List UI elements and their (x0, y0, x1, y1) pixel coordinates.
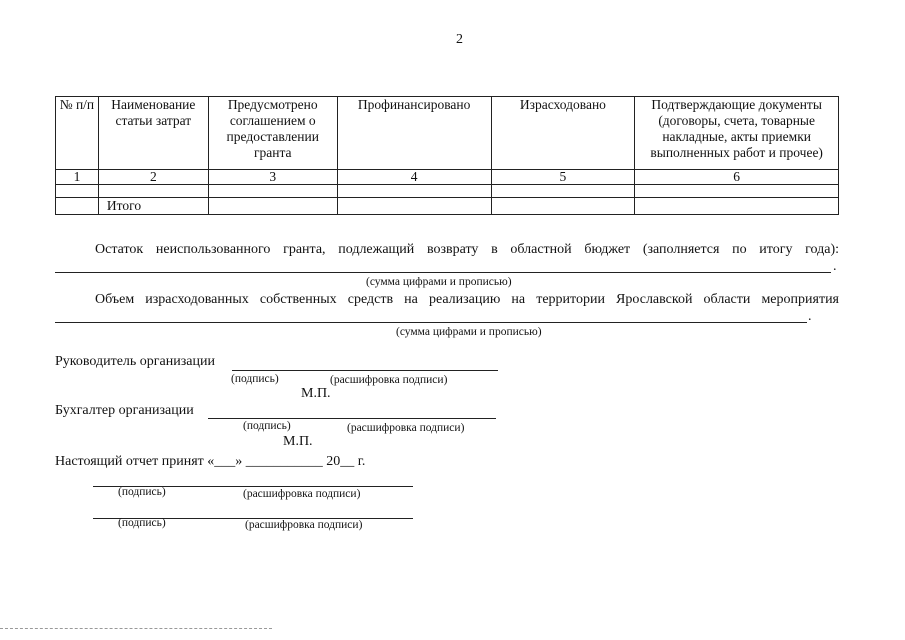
table-cell (635, 185, 839, 198)
own-funds-text: Объем израсходованных собственных средств на реализацию на территории Ярославской области мероприятия (95, 292, 839, 307)
accountant-stamp-mark: М.П. (283, 434, 313, 449)
header-cell-number: № п/п (56, 97, 99, 170)
own-funds-caption: (сумма цифрами и прописью) (396, 326, 542, 338)
period-mark: . (833, 259, 837, 274)
table-cell (491, 198, 635, 215)
table-header-row (56, 97, 839, 170)
head-signature-caption: (подпись) (231, 373, 279, 385)
table-cell (337, 185, 491, 198)
table-cell (208, 185, 337, 198)
table-total-row (56, 198, 839, 215)
decoding-caption: (расшифровка подписи) (245, 519, 363, 531)
table-cell (56, 198, 99, 215)
table-row (56, 185, 839, 198)
scan-artifact-line (0, 628, 272, 629)
table-cell (491, 185, 635, 198)
column-number: 6 (635, 170, 839, 185)
header-cell-financed: Профинансировано (337, 97, 491, 170)
column-number: 4 (337, 170, 491, 185)
accountant-label: Бухгалтер организации (55, 403, 194, 418)
remainder-amount-line (55, 272, 831, 273)
report-accepted-text: Настоящий отчет принят «___» ___________ 20__ г. (55, 454, 366, 469)
table-numbering-row (56, 170, 839, 185)
header-cell-expense-item: Наименование статьи затрат (98, 97, 208, 170)
signature-caption: (подпись) (118, 486, 166, 498)
head-decoding-caption: (расшифровка подписи) (330, 374, 448, 386)
total-label: Итого (98, 198, 208, 215)
remainder-text: Остаток неиспользованного гранта, подлежащий возврату в областной бюджет (заполняется по итогу года): (95, 242, 839, 257)
own-funds-amount-line (55, 322, 807, 323)
table-cell (635, 198, 839, 215)
header-cell-documents: Подтверждающие документы (договоры, счета, товарные накладные, акты приемки выполненных работ и прочее) (635, 97, 839, 170)
period-mark: . (808, 309, 812, 324)
head-signature-line (232, 370, 498, 371)
table-cell (208, 198, 337, 215)
column-number: 3 (208, 170, 337, 185)
accountant-decoding-caption: (расшифровка подписи) (347, 422, 465, 434)
signature-caption: (подпись) (118, 517, 166, 529)
page-number: 2 (456, 32, 463, 47)
head-stamp-mark: М.П. (301, 386, 331, 401)
column-number: 1 (56, 170, 99, 185)
accountant-signature-caption: (подпись) (243, 420, 291, 432)
column-number: 5 (491, 170, 635, 185)
table-cell (98, 185, 208, 198)
remainder-caption: (сумма цифрами и прописью) (366, 276, 512, 288)
column-number: 2 (98, 170, 208, 185)
table-cell (56, 185, 99, 198)
header-cell-planned: Предусмотрено соглашением о предоставлении гранта (208, 97, 337, 170)
report-table (55, 96, 839, 215)
accountant-signature-line (208, 418, 496, 419)
decoding-caption: (расшифровка подписи) (243, 488, 361, 500)
header-cell-spent: Израсходовано (491, 97, 635, 170)
head-label: Руководитель организации (55, 354, 215, 369)
table-cell (337, 198, 491, 215)
